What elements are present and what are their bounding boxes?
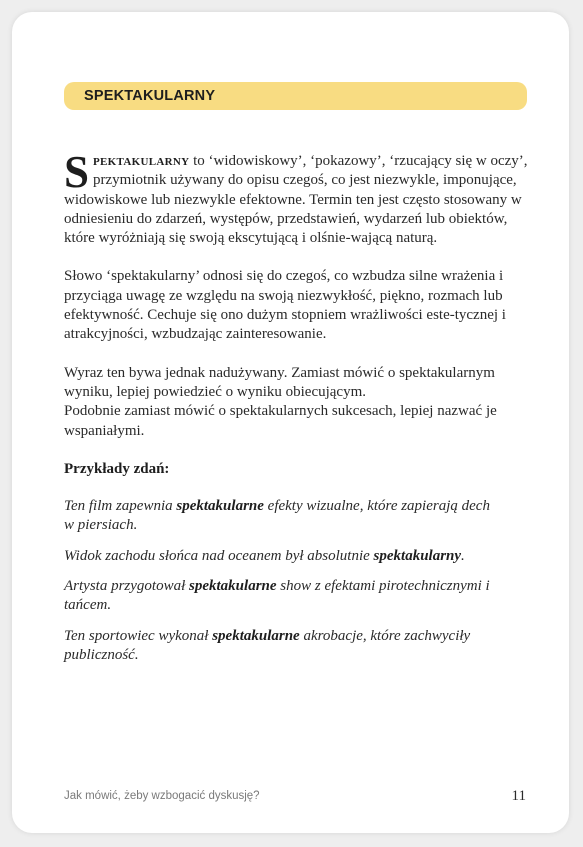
example-text: efekty wizualne, które zapierają dech w piersiach. xyxy=(64,498,490,534)
page xyxy=(12,12,569,833)
example-keyword: spektakularne xyxy=(212,627,300,644)
example-text: Widok zachodu słońca nad oceanem był absolutnie xyxy=(64,547,374,564)
example-sentence-4 xyxy=(64,627,530,666)
example-sentence-1 xyxy=(64,497,530,536)
paragraph-3-line-1: Wyraz ten bywa jednak nadużywany. Zamiast mówić o spektakularnym wyniku, lepiej powiedzieć o wyniku obiecującym. xyxy=(64,364,495,400)
example-text: Ten sportowiec wykonał xyxy=(64,627,213,644)
page-title: SPEKTAKULARNY xyxy=(84,88,216,104)
title-bar xyxy=(64,82,527,110)
paragraph-3 xyxy=(64,364,530,441)
example-text: akrobacje, które zachwyciły publiczność. xyxy=(64,627,471,663)
drop-cap: S xyxy=(64,147,90,197)
intro-paragraph xyxy=(64,147,530,248)
example-keyword: spektakularne xyxy=(176,498,264,515)
example-text: Ten film zapewnia xyxy=(64,498,177,515)
footer-book-title: Jak mówić, żeby wzbogacić dyskusję? xyxy=(64,790,260,802)
intro-text: to ‘widowiskowy’, ‘pokazowy’, ‘rzucający się w oczy’, przymiotnik używany do opisu czegoś, co jest niezwykle, imponujące, widowiskowe lub niezwykle efektowne. Termin ten jest często stosowany w odniesieniu do zdarzeń, występów, przedstawień, wydarzeń lub obiektów, które wyróżniają się swoją ekscytującą i olśnie-wającą naturą. xyxy=(64,153,528,247)
example-keyword: spektakularny xyxy=(373,547,462,564)
example-keyword: spektakularne xyxy=(189,578,277,595)
paragraph-3-line-2: Podobnie zamiast mówić o spektakularnych sukcesach, lepiej nazwać je wspaniałymi. xyxy=(64,403,497,439)
example-text: Artysta przygotował xyxy=(64,578,190,595)
example-sentence-2 xyxy=(64,547,530,566)
example-text: show z efektami pirotechnicznymi i tańcem. xyxy=(64,578,490,614)
lead-word: pektakularny xyxy=(93,153,190,169)
example-sentence-3 xyxy=(64,577,530,616)
paragraph-2: Słowo ‘spektakularny’ odnosi się do czegoś, co wzbudza silne wrażenia i przyciąga uwagę ze względu na swoją niezwykłość, piękno, rozmach lub efektywność. Cechuje się ono dużym stopniem wrażliwości este-tycznej i atrakcyjności, wzbudzając zainteresowanie. xyxy=(64,268,506,343)
page-number: 11 xyxy=(511,788,526,804)
examples-heading: Przykłady zdań: xyxy=(64,460,170,477)
main-content xyxy=(64,147,530,676)
example-text: . xyxy=(461,547,465,564)
